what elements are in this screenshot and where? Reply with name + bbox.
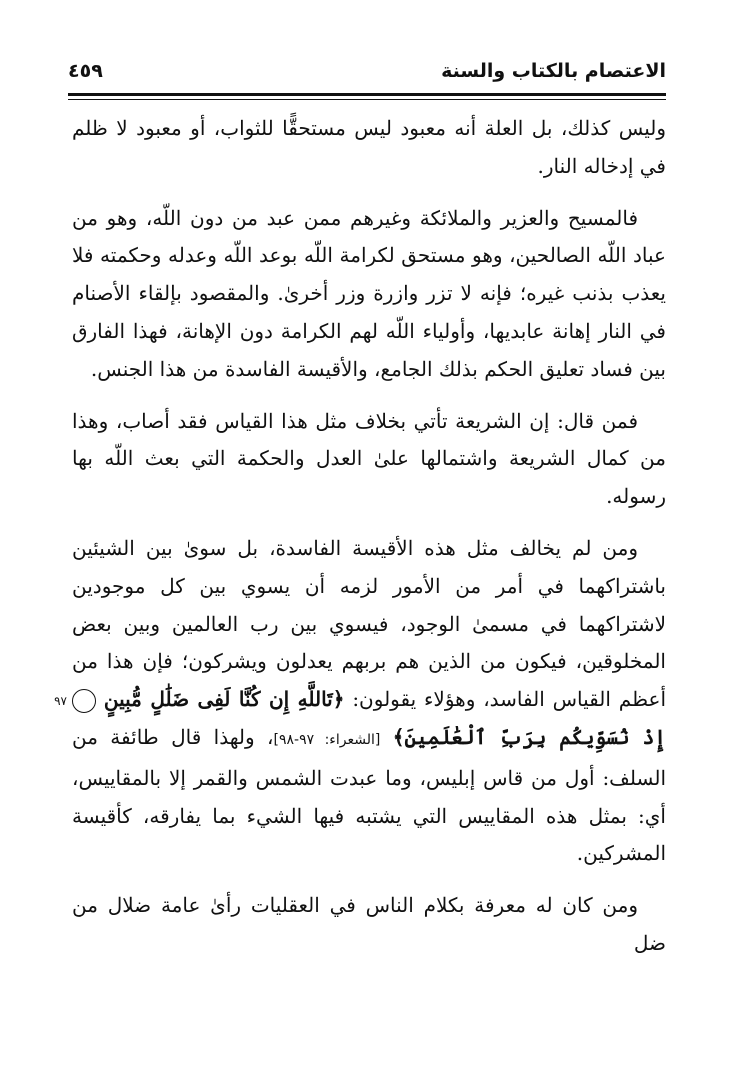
- paragraph-4-text-before: ومن لم يخالف مثل هذه الأقيسة الفاسدة، بل سوىٰ بين الشيئين باشتراكهما في أمر من الأمور لزمه أن يسوي بين كل موجودين لاشتراكهما في مسمىٰ الوجود، فيسوي بين رب العالمين وبين بعض المخلوقين، فيكون من الذين هم بربهم يعدلون ويشركون؛ فإن هذا من أعظم القياس الفاسد، وهؤلاء يقولون:: [72, 535, 667, 712]
- page-number: ٤٥٩: [68, 60, 103, 82]
- paragraph-5: ومن كان له معرفة بكلام الناس في العقليات رأىٰ عامة ضلال من ضل: [72, 893, 666, 955]
- paragraph-2: فالمسيح والعزير والملائكة وغيرهم ممن عبد من دون اللّه، وهو من عباد اللّه الصالحين، وهو مستحق لكرامة اللّه بوعد اللّه وعدله وحكمته فلا يعذب بذنب غيره؛ فإنه لا تزر وازرة وزر أخرىٰ. والمقصود بإلقاء الأصنام في النار إهانة عابديها، وأولياء اللّه لهم الكرامة دون الإهانة، فهذا الفارق بين فساد تعليق الحكم بذلك الجامع، والأقيسة الفاسدة من هذا الجنس.: [72, 205, 666, 381]
- paragraph-4-text-after: ، ولهذا قال طائفة من السلف: أول من قاس إبليس، وما عبدت الشمس والقمر إلا بالمقاييس، أي: بمثل هذه المقاييس التي يشتبه فيها الشيء بما يفارقه، كأقيسة المشركين.: [72, 724, 666, 866]
- running-title: الاعتصام بالكتاب والسنة: [441, 60, 666, 82]
- page-body: [54, 110, 667, 977]
- paragraph-1: وليس كذلك، بل العلة أنه معبود ليس مستحقًّا للثواب، أو معبود لا ظلم في إدخاله النار.: [72, 116, 666, 178]
- header-rule-thick: [68, 93, 666, 96]
- paragraph-4: [54, 530, 667, 873]
- page-header: [68, 58, 666, 98]
- aya-number-badge: ٩٧: [72, 689, 96, 713]
- quran-verse-part-1: ﴿تَاللَّهِ إِن كُنَّا لَفِى ضَلَٰلٍ مُّبِينٍ: [103, 687, 345, 712]
- paragraph-3: فمن قال: إن الشريعة تأتي بخلاف مثل هذا القياس فقد أصاب، وهذا من كمال الشريعة واشتمالها علىٰ العدل والحكمة التي بعث اللّه بها رسوله.: [72, 408, 666, 509]
- header-rule-thin: [68, 99, 666, 100]
- quran-verse-part-2: إِذْ نُسَوِّيكُم بِرَبِّ ٱلْعَٰلَمِينَ﴾: [392, 724, 667, 749]
- verse-reference: [الشعراء: ٩٧-٩٨]: [273, 731, 381, 748]
